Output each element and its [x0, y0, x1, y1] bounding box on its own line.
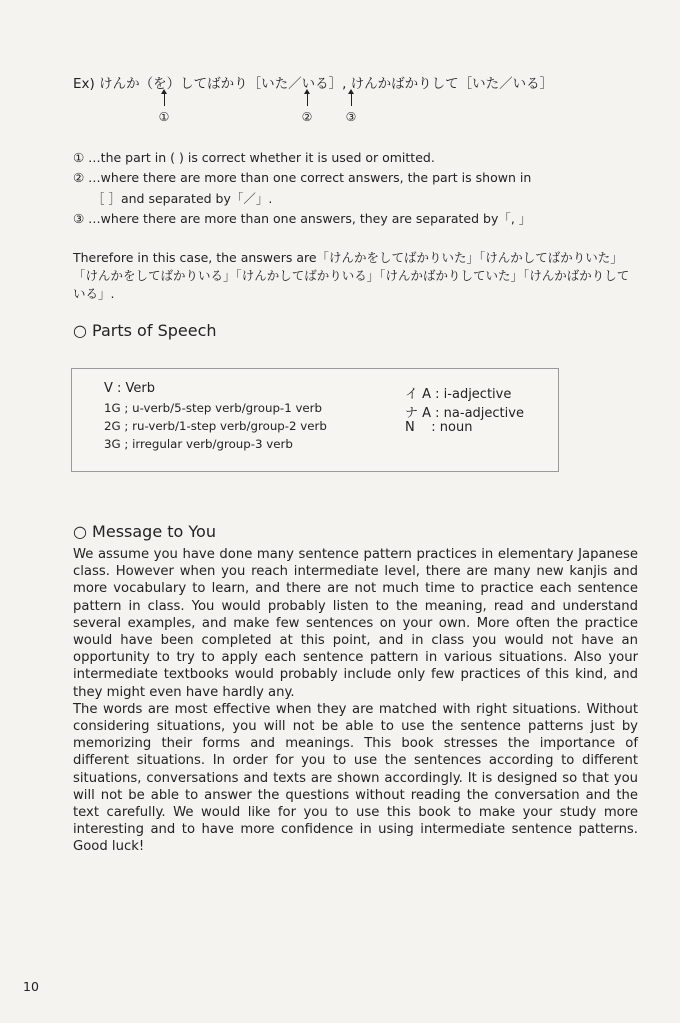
note-1: ① …the part in ( ) is correct whether it is used or omitted.: [73, 150, 435, 165]
therefore-line-2: 「けんかをしてばかりいる」「けんかしてばかりいる」「けんかばかりしていた」「けんかばかりして: [73, 268, 630, 283]
marker-2: ②: [301, 110, 313, 124]
note-2: ② …where there are more than one correct answers, the part is shown in: [73, 170, 532, 185]
message-body: [73, 546, 638, 856]
marker-3: ③: [345, 110, 357, 124]
pos-na-adjective: ナ A : na-adjective: [405, 406, 524, 421]
arrow-1: [164, 93, 165, 106]
arrow-2: [307, 93, 308, 106]
pos-2g: 2G ; ru-verb/1-step verb/group-2 verb: [104, 419, 327, 433]
marker-1: ①: [158, 110, 170, 124]
message-paragraph-1: We assume you have done many sentence pattern practices in elementary Japanese class. However when you reach intermediate level, there are many new kanjis and more vocabulary to learn, and there are not much time to practice each sentence pattern in class. You would probably listen to the meaning, read and understand several examples, and make few sentences on your own. More often the practice would have been completed at this point, and in class you would not have an opportunity to try to apply each sentence pattern in various situations. Also your intermediate textbooks would probably include only few practices of this kind, and they might even have hardly any.: [73, 547, 638, 700]
pos-noun: N : noun: [405, 420, 473, 435]
message-paragraph-2: The words are most effective when they are matched with right situations. Without considering situations, you will not be able to use the sentence patterns just by memorizing their forms and meanings. This book stresses the importance of different situations. In order for you to use the sentences according to different situations, conversations and texts are shown accordingly. It is designed so that you will not be able to answer the questions without reading the conversation and the text carefully. We would like for you to use this book to make your study more interesting and to have more confidence in using intermediate sentence patterns. Good luck!: [73, 701, 638, 855]
note-2-cont: ［ ］and separated by「／」.: [92, 191, 273, 206]
arrow-3: [351, 93, 352, 106]
pos-3g: 3G ; irregular verb/group-3 verb: [104, 437, 293, 451]
parts-of-speech-heading: ○ Parts of Speech: [73, 321, 217, 340]
therefore-line-1: Therefore in this case, the answers are「けんかをしてばかりいた」「けんかしてばかりいた」: [73, 250, 623, 265]
parts-of-speech-box: [71, 368, 559, 472]
pos-1g: 1G ; u-verb/5-step verb/group-1 verb: [104, 401, 323, 415]
pos-i-adjective: イ A : i-adjective: [405, 387, 512, 402]
therefore-line-3: いる」.: [73, 286, 115, 301]
message-heading: ○ Message to You: [73, 522, 216, 541]
pos-verb: V : Verb: [104, 381, 156, 396]
page-number: 10: [23, 979, 39, 994]
example-line: Ex) けんか（を）してばかり［いた／いる］, けんかばかりして［いた／いる］: [73, 76, 554, 92]
note-3: ③ …where there are more than one answers, they are separated by「, 」: [73, 211, 532, 226]
